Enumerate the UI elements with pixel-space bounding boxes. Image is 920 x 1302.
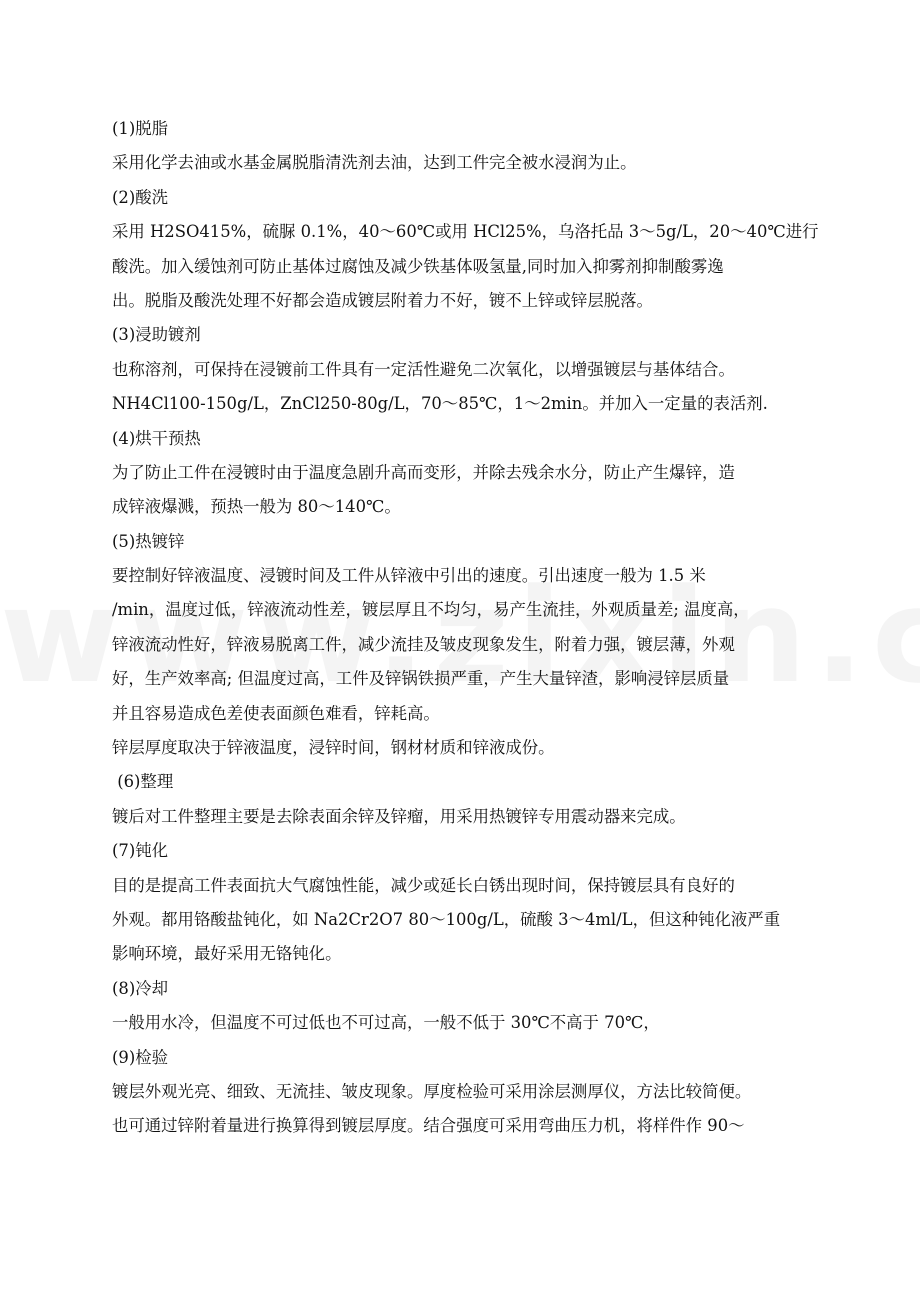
section-heading-drying: (4)烘干预热 [112,428,201,448]
section-heading-degreasing: (1)脱脂 [112,119,168,138]
paragraph-line: /min，温度过低，锌液流动性差，镀层厚且不均匀，易产生流挂，外观质量差; 温度高， [112,600,750,620]
section-heading-cooling: (8)冷却 [112,978,168,998]
section-heading-galvanizing: (5)热镀锌 [112,531,185,551]
paragraph-line: 酸洗。加入缓蚀剂可防止基体过腐蚀及减少铁基体吸氢量,同时加入抑雾剂抑制酸雾逸 [112,256,724,276]
paragraph-line: 目的是提高工件表面抗大气腐蚀性能，减少或延长白锈出现时间，保持镀层具有良好的 [112,875,735,895]
document-body [112,112,819,1144]
paragraph-line: 成锌液爆溅，预热一般为 80～140℃。 [112,497,401,517]
paragraph-line: 出。脱脂及酸洗处理不好都会造成镀层附着力不好，镀不上锌或锌层脱落。 [112,290,653,310]
paragraph-line: 为了防止工件在浸镀时由于温度急剧升高而变形，并除去残余水分，防止产生爆锌，造 [112,462,735,482]
paragraph-line: 锌液流动性好，锌液易脱离工件，减少流挂及皱皮现象发生，附着力强，镀层薄，外观 [112,634,735,654]
paragraph-line: 镀层外观光亮、细致、无流挂、皱皮现象。厚度检验可采用涂层测厚仪，方法比较简便。 [112,1081,752,1101]
paragraph-line: 锌层厚度取决于锌液温度，浸锌时间，钢材材质和锌液成份。 [112,738,555,758]
paragraph-line: 采用化学去油或水基金属脱脂清洗剂去油，达到工件完全被水浸润为止。 [112,153,637,173]
section-heading-flux: (3)浸助镀剂 [112,325,201,345]
paragraph-line: 也称溶剂，可保持在浸镀前工件具有一定活性避免二次氧化，以增强镀层与基体结合。 [112,359,735,379]
paragraph-line: 并且容易造成色差使表面颜色难看，锌耗高。 [112,703,440,723]
paragraph-line: 外观。都用铬酸盐钝化，如 Na2Cr2O7 80～100g/L，硫酸 3～4ml/L，但这种钝化液严重 [112,909,781,929]
paragraph-line: 要控制好锌液温度、浸镀时间及工件从锌液中引出的速度。引出速度一般为 1.5 米 [112,566,706,586]
section-heading-finishing: (6)整理 [112,772,174,792]
paragraph-line: 影响环境，最好采用无铬钝化。 [112,944,342,964]
paragraph-line: NH4Cl100-150g/L，ZnCl250-80g/L，70～85℃，1～2min。并加入一定量的表活剂. [112,394,768,414]
section-heading-passivation: (7)钝化 [112,841,168,861]
paragraph-line: 镀后对工件整理主要是去除表面余锌及锌瘤，用采用热镀锌专用震动器来完成。 [112,806,686,826]
section-heading-pickling: (2)酸洗 [112,187,168,207]
paragraph-line: 也可通过锌附着量进行换算得到镀层厚度。结合强度可采用弯曲压力机，将样件作 90～ [112,1116,745,1136]
paragraph-line: 一般用水冷，但温度不可过低也不可过高，一般不低于 30℃不高于 70℃， [112,1013,660,1033]
section-heading-inspection: (9)检验 [112,1047,168,1067]
paragraph-line: 好，生产效率高; 但温度过高，工件及锌锅铁损严重，产生大量锌渣，影响浸锌层质量 [112,669,730,689]
paragraph-line: 采用 H2SO415%，硫脲 0.1%，40～60℃或用 HCl25%，乌洛托品 3～5g/L，20～40℃进行 [112,222,819,242]
